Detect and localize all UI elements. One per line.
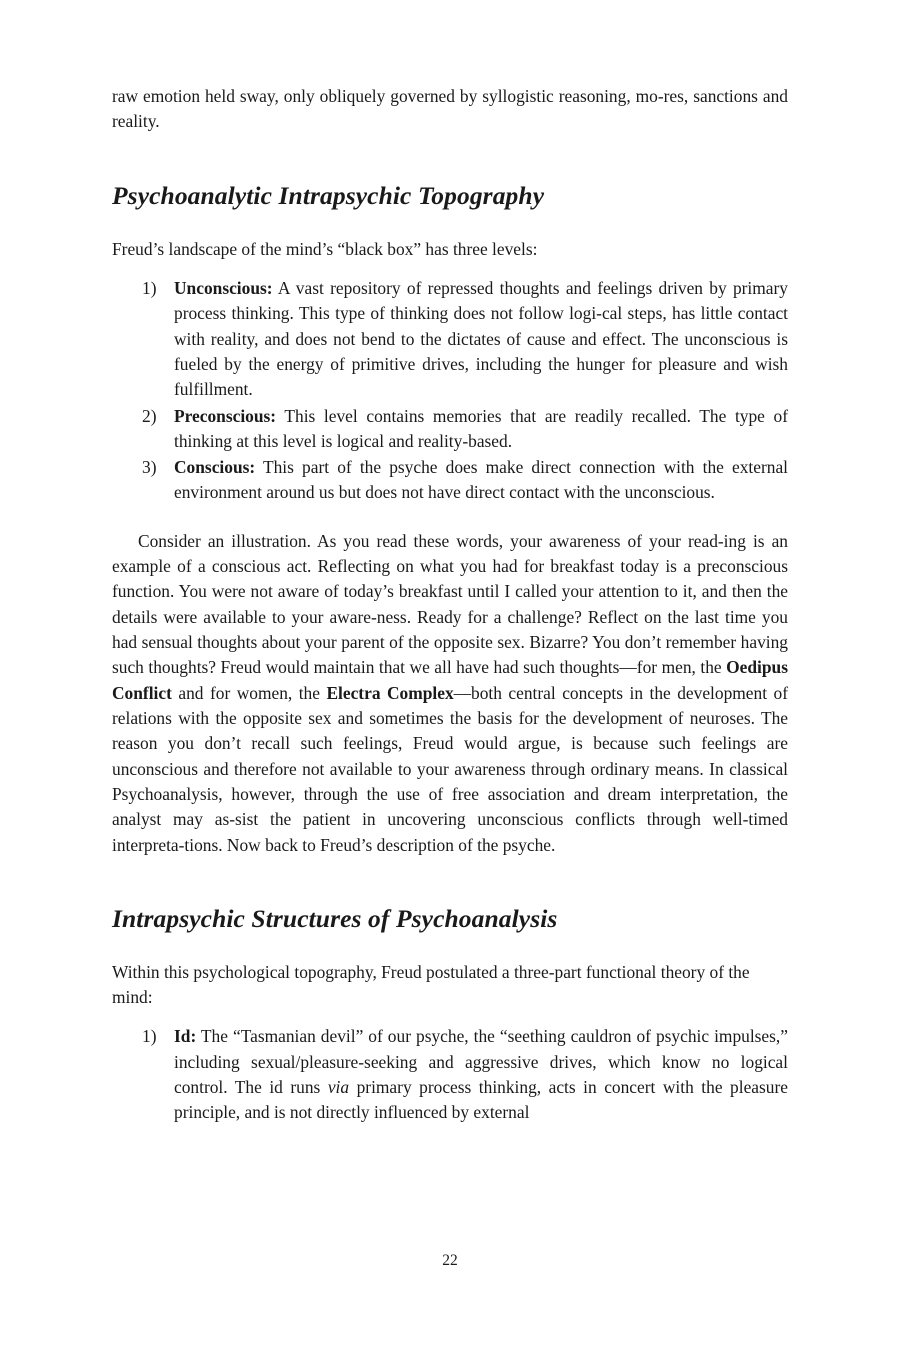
list-term: Unconscious:: [174, 277, 273, 298]
top-paragraph: raw emotion held sway, only obliquely governed by syllogistic reasoning, mo-res, sanctions and reality.: [112, 86, 788, 132]
list-item: [112, 404, 788, 455]
section-heading-topography: Psychoanalytic Intrapsychic Topography: [112, 180, 545, 210]
list-marker: 1): [142, 1026, 157, 1047]
topography-list: [112, 276, 788, 506]
paragraph-part-2: and for women, the: [171, 682, 327, 703]
list-text-italic: via: [327, 1077, 350, 1098]
list-term: Conscious:: [174, 457, 256, 478]
list-text-part-1: The “Tasmanian devil” of our psyche, the “seething cauldron of psychic impulses,” including sexual/pleasure-seeking and aggressive drives, which know no logical control. The id runs: [174, 1026, 788, 1098]
spacer: [112, 507, 788, 529]
list-item: [112, 455, 788, 506]
section-heading-structures: Intrapsychic Structures of Psychoanalysis: [112, 903, 558, 933]
list-text: A vast repository of repressed thoughts and feelings driven by primary process thinking. This type of thinking does not follow logi-cal steps, has little contact with reality, and does not bend to the dictates of cause and effect. The unconscious is fueled by the energy of primitive drives, including the hunger for pleasure and wish fulfillment.: [174, 277, 788, 400]
page-number: 22: [442, 1252, 458, 1269]
section2-intro: Within this psychological topography, Freud postulated a three-part functional theory of the mind:: [112, 961, 750, 1008]
list-text-part-2: primary process thinking, acts in concert with the pleasure principle, and is not directly influenced by external: [174, 1077, 788, 1123]
list-text: This part of the psyche does make direct connection with the external environment around us but does not have direct contact with the unconscious.: [174, 457, 788, 503]
consider-illustration-paragraph: [112, 529, 788, 858]
term-electra-complex: Electra Complex: [326, 682, 454, 703]
page-content: [112, 84, 788, 1127]
list-term: Preconscious:: [174, 405, 277, 426]
list-item: [112, 1024, 788, 1125]
list-item: [112, 276, 788, 403]
list-text: This level contains memories that are readily recalled. The type of thinking at this level is logical and reality-based.: [174, 405, 788, 451]
term-oedipus-conflict: Oedipus Conflict: [112, 657, 788, 703]
list-marker: 3): [142, 457, 157, 478]
section1-intro: Freud’s landscape of the mind’s “black box” has three levels:: [112, 238, 538, 259]
list-marker: 2): [142, 405, 157, 426]
list-term: Id:: [174, 1026, 197, 1047]
list-marker: 1): [142, 277, 157, 298]
paragraph-part-3: —both central concepts in the development of relations with the opposite sex and sometimes the basis for the development of neuroses. The reason you don’t recall such feelings, Freud would argue, is because such feelings are unconscious and therefore not available to your awareness through ordinary means. In classical Psychoanalysis, however, through the use of free association and dream interpretation, the analyst may as-sist the patient in uncovering unconscious conflicts through well-timed interpreta-tions. Now back to Freud’s description of the psyche.: [112, 682, 788, 855]
structures-list: [112, 1024, 788, 1125]
paragraph-part-1: Consider an illustration. As you read these words, your awareness of your read-ing is an example of a conscious act. Reflecting on what you had for breakfast today is a preconscious function. You were not aware of today’s breakfast until I called your attention to it, and then the details were available to your aware-ness. Ready for a challenge? Reflect on the last time you had sensual thoughts about your parent of the opposite sex. Bizarre? You don’t remember having such thoughts? Freud would maintain that we all have had such thoughts—for men, the: [112, 530, 788, 678]
